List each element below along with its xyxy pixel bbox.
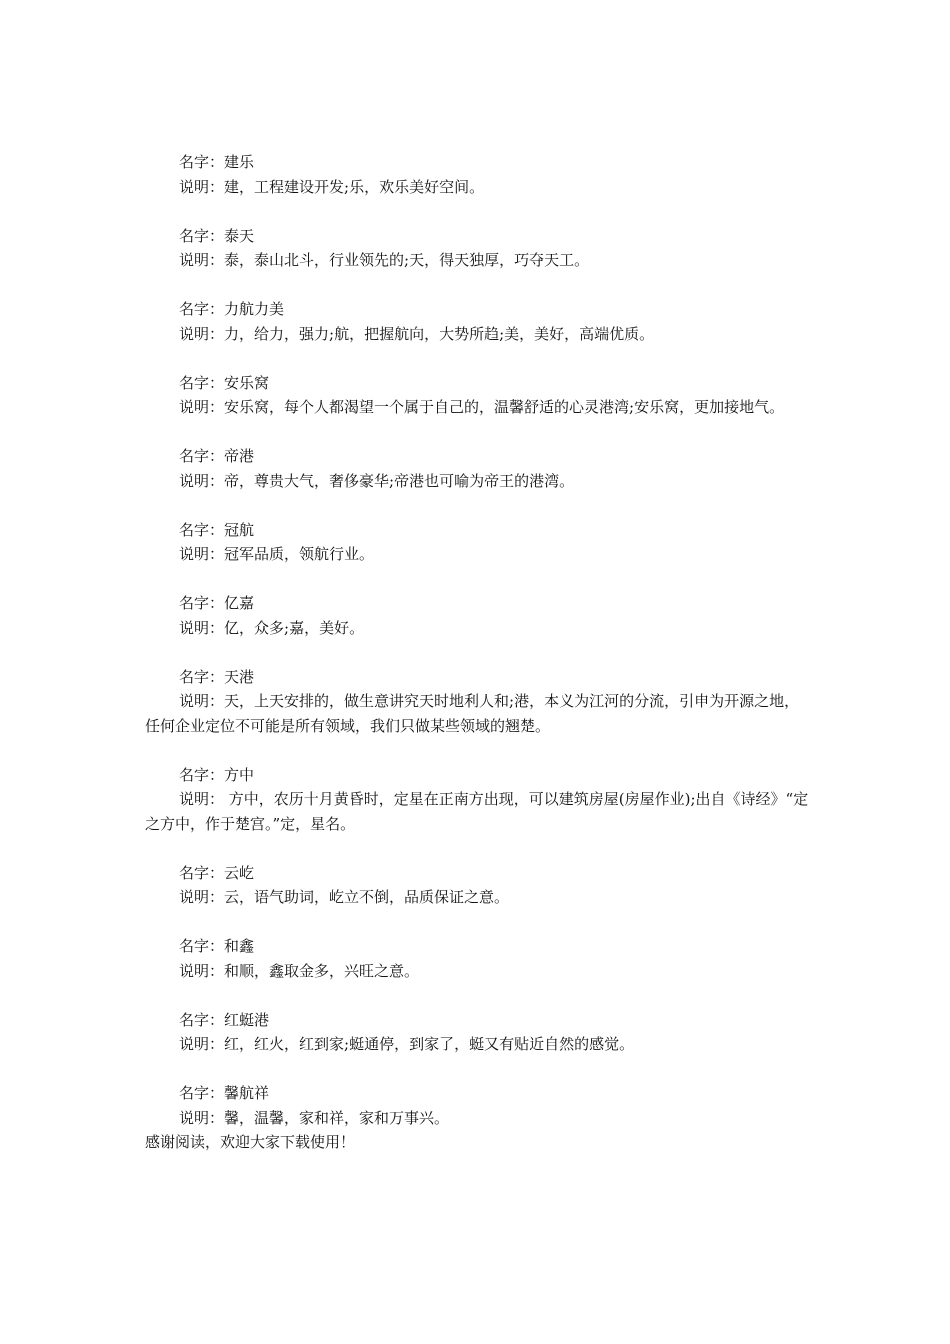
name-line (145, 1008, 810, 1033)
name-entry-12 (145, 1081, 810, 1130)
desc-label: 说明： (179, 1108, 225, 1127)
name-value: 亿嘉 (224, 594, 255, 612)
desc-value: 力，给力，强力;航，把握航向，大势所趋;美，美好，高端优质。 (224, 324, 655, 343)
name-value: 冠航 (224, 520, 255, 539)
name-line (145, 591, 810, 616)
name-line (145, 665, 810, 690)
desc-label: 说明： (179, 324, 225, 343)
desc-value: 和顺，鑫取金多，兴旺之意。 (224, 961, 420, 980)
desc-label: 说明： (179, 471, 225, 490)
desc-value: 馨，温馨，家和祥，家和万事兴。 (224, 1108, 450, 1127)
desc-line (145, 616, 810, 641)
name-label: 名字： (179, 863, 225, 882)
desc-value: 冠军品质，领航行业。 (224, 545, 375, 563)
desc-line (145, 542, 810, 567)
name-label: 名字： (179, 447, 225, 465)
name-value: 天港 (224, 667, 255, 686)
desc-line (145, 787, 810, 836)
name-label: 名字： (179, 373, 225, 392)
name-line (145, 444, 810, 469)
desc-label: 说明： (179, 398, 225, 416)
name-entry-2 (145, 297, 810, 346)
desc-line (145, 1032, 810, 1057)
name-value: 方中 (224, 765, 255, 784)
desc-line (145, 395, 810, 420)
desc-line (145, 885, 810, 910)
desc-label: 说明： (179, 251, 225, 269)
document-body (145, 150, 810, 1155)
desc-line (145, 175, 810, 200)
desc-value: 红，红火，红到家;蜓通停，到家了，蜓又有贴近自然的感觉。 (224, 1035, 635, 1053)
name-line (145, 861, 810, 886)
desc-line (145, 469, 810, 494)
name-entry-9 (145, 861, 810, 910)
name-label: 名字： (179, 765, 225, 784)
desc-value: 云，语气助词，屹立不倒，品质保证之意。 (224, 888, 510, 906)
name-entry-8 (145, 763, 810, 837)
name-entry-10 (145, 934, 810, 983)
name-value: 泰天 (224, 226, 255, 245)
name-value: 馨航祥 (224, 1084, 270, 1102)
desc-label: 说明： (179, 1035, 225, 1053)
name-entry-6 (145, 591, 810, 640)
desc-line (145, 322, 810, 347)
name-line (145, 297, 810, 322)
desc-value: 天，上天安排的，做生意讲究天时地利人和;港，本义为江河的分流，引申为开源之地，任何企业定位不可能是所有领域，我们只做某些领域的翘楚。 (145, 692, 800, 735)
name-entry-3 (145, 371, 810, 420)
name-entry-1 (145, 224, 810, 273)
name-entry-7 (145, 665, 810, 739)
name-value: 力航力美 (224, 300, 285, 318)
name-line (145, 371, 810, 396)
name-line (145, 518, 810, 543)
name-label: 名字： (179, 1084, 225, 1102)
name-label: 名字： (179, 520, 225, 539)
name-value: 安乐窝 (224, 373, 270, 392)
desc-value: 泰，泰山北斗，行业领先的;天，得天独厚，巧夺天工。 (224, 251, 590, 269)
desc-line (145, 959, 810, 984)
closing-note: 感谢阅读，欢迎大家下载使用！ (145, 1133, 356, 1151)
desc-label: 说明： (179, 545, 225, 563)
desc-label: 说明： (179, 888, 225, 906)
desc-value: 建，工程建设开发;乐，欢乐美好空间。 (224, 177, 485, 196)
name-line (145, 934, 810, 959)
name-line (145, 1081, 810, 1106)
desc-line (145, 248, 810, 273)
desc-label: 说明： (179, 177, 225, 196)
name-label: 名字： (179, 226, 225, 245)
name-label: 名字： (179, 667, 225, 686)
name-value: 帝港 (224, 447, 255, 465)
name-entry-4 (145, 444, 810, 493)
name-value: 云屹 (224, 863, 255, 882)
desc-value: 安乐窝，每个人都渴望一个属于自己的，温馨舒适的心灵港湾;安乐窝，更加接地气。 (224, 398, 785, 416)
name-label: 名字： (179, 300, 225, 318)
name-label: 名字： (179, 594, 225, 612)
name-label: 名字： (179, 153, 225, 171)
desc-label: 说明： (179, 790, 225, 808)
name-label: 名字： (179, 1010, 225, 1029)
desc-value: 方中，农历十月黄昏时，定星在正南方出现，可以建筑房屋(房屋作业);出自《诗经》“定之方中，作于楚宫。”定，星名。 (145, 790, 809, 833)
name-line (145, 224, 810, 249)
name-entry-11 (145, 1008, 810, 1057)
name-value: 建乐 (224, 153, 255, 171)
desc-value: 帝，尊贵大气，奢侈豪华;帝港也可喻为帝王的港湾。 (224, 471, 575, 490)
desc-label: 说明： (179, 961, 225, 980)
name-value: 和鑫 (224, 937, 255, 955)
name-value: 红蜓港 (224, 1010, 270, 1029)
desc-value: 亿，众多;嘉，美好。 (224, 618, 365, 637)
name-label: 名字： (179, 937, 225, 955)
name-entry-5 (145, 518, 810, 567)
name-line (145, 763, 810, 788)
name-entry-0 (145, 150, 810, 199)
desc-line (145, 689, 810, 738)
name-line (145, 150, 810, 175)
desc-label: 说明： (179, 692, 225, 710)
desc-label: 说明： (179, 618, 225, 637)
desc-line (145, 1106, 810, 1131)
